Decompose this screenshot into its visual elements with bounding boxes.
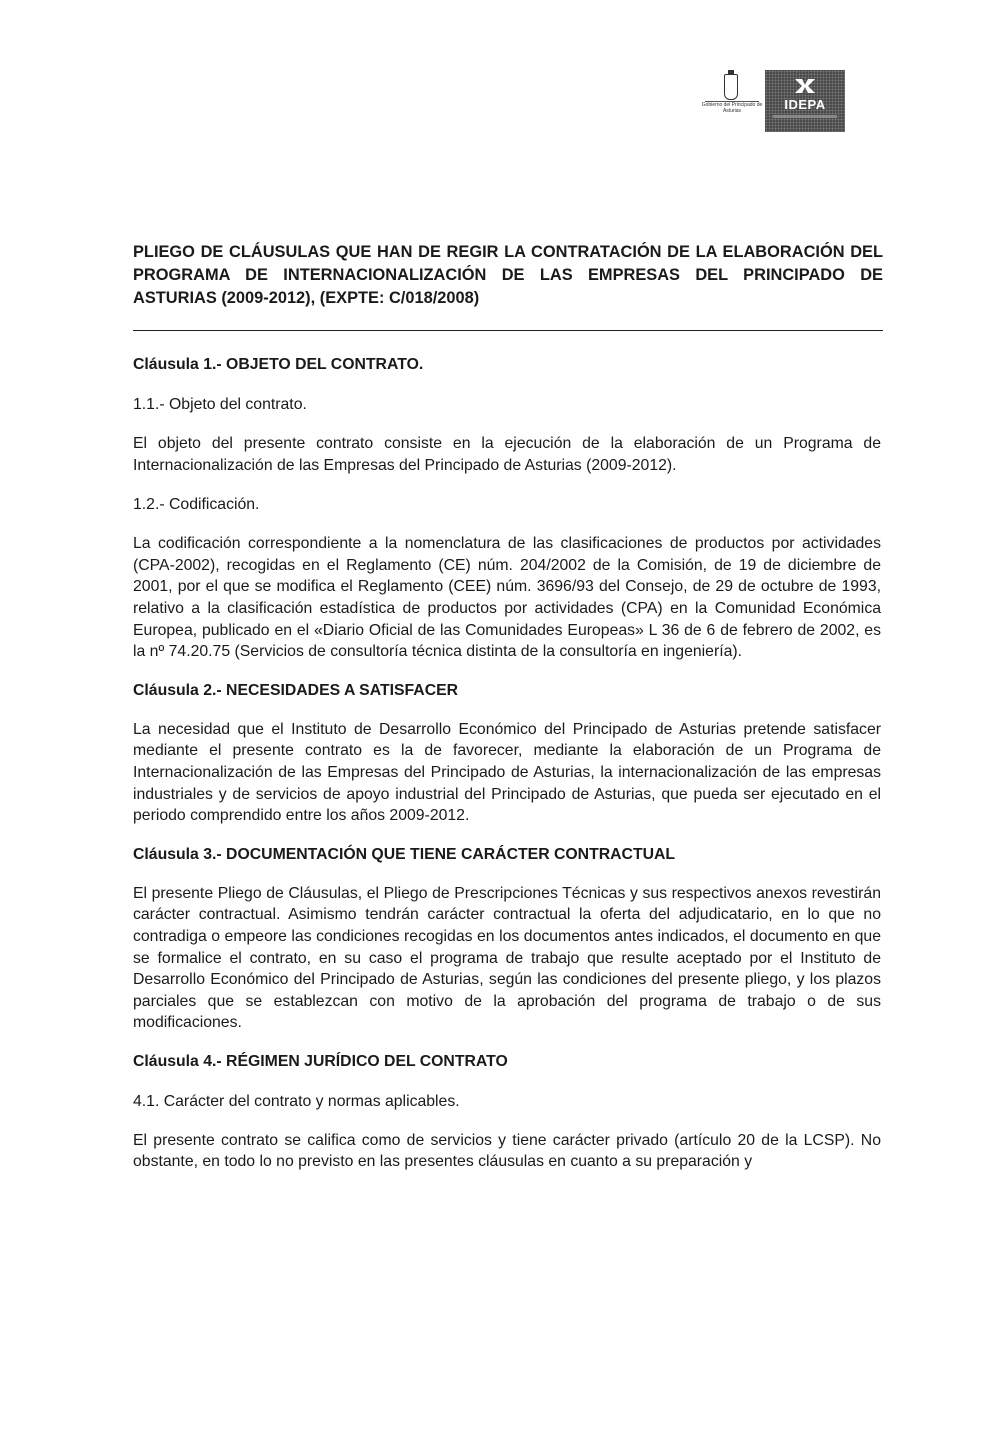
clause-3-heading: Cláusula 3.- DOCUMENTACIÓN QUE TIENE CARÁCTER CONTRACTUAL <box>133 845 676 863</box>
crest-icon <box>724 74 738 100</box>
document-title: PLIEGO DE CLÁUSULAS QUE HAN DE REGIR LA CONTRATACIÓN DE LA ELABORACIÓN DEL PROGRAMA DE INTERNACIONALIZACIÓN DE LAS EMPRESAS DEL PRINCIPADO DE ASTURIAS (2009-2012), (EXPTE: C/018/2008) <box>133 243 883 307</box>
header-logos <box>697 70 847 132</box>
clause-4-heading: Cláusula 4.- RÉGIMEN JURÍDICO DEL CONTRATO <box>133 1052 508 1070</box>
clause-2-heading: Cláusula 2.- NECESIDADES A SATISFACER <box>133 681 459 699</box>
idepa-mark-icon <box>794 77 816 95</box>
idepa-underline <box>773 115 837 118</box>
title-divider <box>133 330 883 331</box>
clause-4-1-paragraph: El presente contrato se califica como de servicios y tiene carácter privado (artículo 20 de la LCSP). No obstante, en todo lo no previsto en las presentes cláusulas en cuanto a su preparación y <box>133 1131 881 1171</box>
document-body <box>133 354 881 1173</box>
clause-1-1-heading: 1.1.- Objeto del contrato. <box>133 396 307 413</box>
government-logo-text: Gobierno del Principado de Asturias <box>701 102 763 114</box>
idepa-logo <box>765 70 845 132</box>
government-logo <box>697 70 765 132</box>
idepa-logo-text: IDEPA <box>784 97 826 112</box>
clause-2-paragraph: La necesidad que el Instituto de Desarrollo Económico del Principado de Asturias pretende satisfacer mediante el presente contrato es la de favorecer, mediante la elaboración de un Programa de Internacionalización de las Empresas del Principado de Asturias, la internacionalización de las empresas industriales y de servicios de apoyo industrial del Principado de Asturias, que pueda ser ejecutado en el periodo comprendido entre los años 2009-2012. <box>133 720 881 825</box>
clause-4-1-heading: 4.1. Carácter del contrato y normas aplicables. <box>133 1092 460 1110</box>
clause-1-2-paragraph: La codificación correspondiente a la nomenclatura de las clasificaciones de productos por actividades (CPA-2002), recogidas en el Reglamento (CE) núm. 204/2002 de la Comisión, de 19 de diciembre de 2001, por el que se modifica el Reglamento (CEE) núm. 3696/93 del Consejo, de 29 de octubre de 1993, relativo a la clasificación estadística de productos por actividades (CPA) en la Comunidad Económica Europea, publicado en el «Diario Oficial de las Comunidades Europeas» L 36 de 6 de febrero de 2002, es la nº 74.20.75 (Servicios de consultoría técnica distinta de la consultoría en ingeniería). <box>133 535 881 661</box>
clause-1-2-heading: 1.2.- Codificación. <box>133 496 260 514</box>
clause-1-heading: Cláusula 1.- OBJETO DEL CONTRATO. <box>133 356 424 373</box>
clause-3-paragraph: El presente Pliego de Cláusulas, el Pliego de Prescripciones Técnicas y sus respectivos anexos revestirán carácter contractual. Asimismo tendrán carácter contractual la oferta del adjudicatario, en lo que no contradiga o empeore las condiciones recogidas en los documentos antes indicados, el documento en que se formalice el contrato, en su caso el programa de trabajo que resulte aceptado por el Instituto de Desarrollo Económico del Principado de Asturias, según las condiciones del presente pliego, y los plazos parciales que se establezcan con motivo de la aprobación del programa de trabajo o de sus modificaciones. <box>133 884 881 1032</box>
clause-1-1-paragraph: El objeto del presente contrato consiste en la ejecución de la elaboración de un Programa de Internacionalización de las Empresas del Principado de Asturias (2009-2012). <box>133 435 881 474</box>
